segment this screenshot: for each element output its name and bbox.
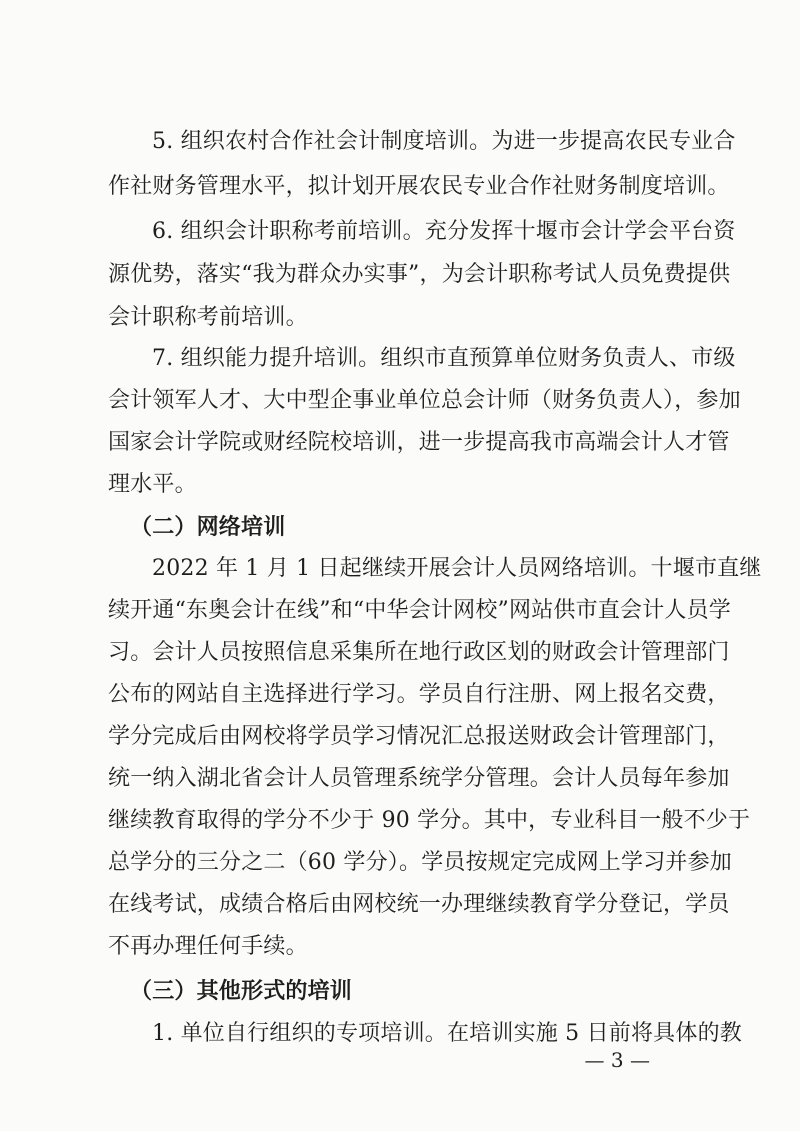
text-line: 习。会计人员按照信息采集所在地行政区划的财政会计管理部门 <box>108 640 730 665</box>
page-number: — 3 — <box>584 1048 650 1072</box>
text-line: 2022 年 1 月 1 日起继续开展会计人员网络培训。十堰市直继 <box>152 556 762 581</box>
text-line: 公布的网站自主选择进行学习。学员自行注册、网上报名交费， <box>108 682 730 707</box>
text-line: 会计职称考前培训。 <box>108 305 308 330</box>
text-line: 6. 组织会计职称考前培训。充分发挥十堰市会计学会平台资 <box>152 219 736 244</box>
text-line: 总学分的三分之二（60 学分）。学员按规定完成网上学习并参加 <box>108 850 732 875</box>
text-line: 不再办理任何手续。 <box>108 934 308 959</box>
text-line: 作社财务管理水平，拟计划开展农民专业合作社财务制度培训。 <box>108 174 730 199</box>
text-line: 学分完成后由网校将学员学习情况汇总报送财政会计管理部门， <box>108 724 730 749</box>
text-line: 继续教育取得的学分不少于 90 学分。其中，专业科目一般不少于 <box>108 808 751 833</box>
text-line: 会计领军人才、大中型企事业单位总会计师（财务负责人），参加 <box>108 388 741 413</box>
section-heading: （二）网络培训 <box>130 514 286 540</box>
text-line: 续开通“东奥会计在线”和“中华会计网校”网站供市直会计人员学 <box>108 598 731 623</box>
text-line: 源优势，落实“我为群众办实事”，为会计职称考试人员免费提供 <box>108 262 731 287</box>
text-line: 在线考试，成绩合格后由网校统一办理继续教育学分登记，学员 <box>108 892 730 917</box>
text-line: 统一纳入湖北省会计人员管理系统学分管理。会计人员每年参加 <box>108 766 730 791</box>
text-line: 5. 组织农村合作社会计制度培训。为进一步提高农民专业合 <box>152 129 736 154</box>
section-heading: （三）其他形式的培训 <box>130 978 353 1004</box>
text-line: 国家会计学院或财经院校培训，进一步提高我市高端会计人才管 <box>108 430 730 455</box>
text-line: 7. 组织能力提升培训。组织市直预算单位财务负责人、市级 <box>152 346 736 371</box>
text-line: 理水平。 <box>108 472 197 497</box>
text-line: 1. 单位自行组织的专项培训。在培训实施 5 日前将具体的教 <box>152 1021 742 1046</box>
